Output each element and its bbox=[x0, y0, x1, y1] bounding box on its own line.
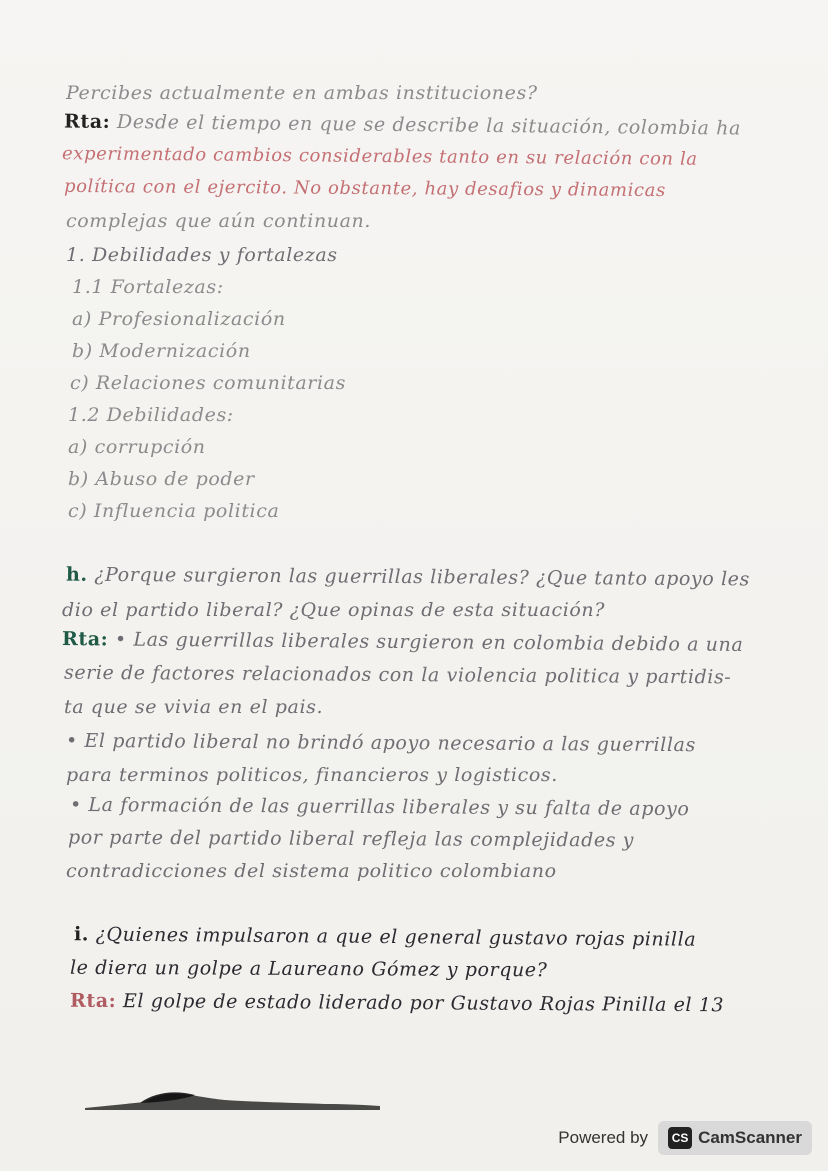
line-text: ta que se vivia en el pais. bbox=[64, 696, 324, 718]
note-line bbox=[67, 826, 635, 852]
list-item bbox=[72, 310, 286, 329]
list-item bbox=[70, 374, 346, 393]
note-line bbox=[63, 661, 732, 689]
section-number: 1.1 bbox=[72, 276, 105, 298]
section-number: 1.2 bbox=[68, 404, 101, 426]
list-item bbox=[68, 502, 279, 521]
subsection-heading bbox=[72, 278, 224, 297]
line-text: complejas que aún continuan. bbox=[66, 210, 372, 232]
list-item bbox=[68, 470, 255, 489]
line-text: Desde el tiempo en que se describe la situación, colombia ha bbox=[116, 111, 742, 140]
item-letter: c) bbox=[68, 500, 88, 522]
powered-by-text: Powered by bbox=[558, 1128, 649, 1147]
line-text: Abuso de poder bbox=[95, 468, 255, 490]
camscanner-logo-icon bbox=[668, 1127, 692, 1149]
line-text: Relaciones comunitarias bbox=[95, 372, 346, 394]
question-heading bbox=[74, 925, 696, 949]
line-text: Fortalezas: bbox=[110, 276, 224, 298]
line-text: dio el partido liberal? ¿Que opinas de esta situación? bbox=[62, 599, 606, 621]
note-line bbox=[66, 862, 557, 881]
line-text: experimentado cambios considerables tanto en su relación con la bbox=[61, 143, 698, 170]
note-line bbox=[69, 956, 548, 982]
logo-letters: CS bbox=[671, 1131, 689, 1145]
question-heading bbox=[65, 563, 750, 591]
line-text: le diera un golpe a Laureano Gómez y porque? bbox=[69, 956, 548, 982]
item-letter: b) bbox=[72, 340, 93, 362]
note-line bbox=[62, 601, 605, 620]
item-letter: c) bbox=[70, 372, 90, 394]
note-line bbox=[64, 698, 323, 717]
section-number: 1. bbox=[66, 244, 86, 266]
note-line bbox=[66, 84, 538, 103]
section-heading bbox=[66, 246, 338, 265]
line-text: serie de factores relacionados con la violencia politica y partidis- bbox=[63, 661, 732, 689]
bullet-item bbox=[69, 793, 690, 821]
line-text: Modernización bbox=[99, 340, 251, 362]
line-text: • Las guerrillas liberales surgieron en colombia debido a una bbox=[114, 628, 744, 656]
brand-name: CamScanner bbox=[698, 1128, 802, 1147]
line-text: • El partido liberal no brindó apoyo necesario a las guerrillas bbox=[65, 729, 696, 757]
line-text: Percibes actualmente en ambas instituciones? bbox=[66, 82, 538, 104]
list-item bbox=[68, 438, 206, 457]
line-text: contradicciones del sistema politico colombiano bbox=[66, 860, 557, 882]
answer-marker: Rta: bbox=[63, 110, 111, 133]
line-text: ¿Porque surgieron las guerrillas liberales? ¿Que tanto apoyo les bbox=[94, 563, 750, 591]
item-letter: b) bbox=[68, 468, 89, 490]
scanner-watermark bbox=[558, 1121, 812, 1155]
list-item bbox=[72, 342, 251, 361]
item-letter: a) bbox=[72, 308, 92, 330]
line-text: para terminos politicos, financieros y logisticos. bbox=[66, 764, 558, 786]
answer-marker: Rta: bbox=[69, 989, 117, 1013]
line-text: ¿Quienes impulsaron a que el general gustavo rojas pinilla bbox=[95, 923, 697, 951]
item-letter: a) bbox=[68, 436, 88, 458]
answer-marker: Rta: bbox=[61, 628, 109, 651]
line-text: Profesionalización bbox=[98, 308, 286, 330]
camscanner-badge bbox=[658, 1121, 812, 1155]
note-line bbox=[69, 989, 725, 1017]
note-line bbox=[63, 175, 666, 202]
line-text: Debilidades y fortalezas bbox=[91, 244, 338, 266]
question-letter: i. bbox=[73, 923, 90, 946]
note-line bbox=[66, 212, 371, 231]
subsection-heading bbox=[68, 406, 234, 425]
scan-edge-shadow bbox=[85, 1090, 380, 1110]
bullet-item bbox=[65, 729, 696, 757]
question-letter: h. bbox=[65, 563, 88, 586]
line-text: Influencia politica bbox=[93, 500, 280, 522]
note-line bbox=[66, 766, 558, 785]
line-text: El golpe de estado liderado por Gustavo Rojas Pinilla el 13 bbox=[122, 990, 725, 1017]
line-text: política con el ejercito. No obstante, hay desafios y dinamicas bbox=[63, 175, 666, 202]
line-text: Debilidades: bbox=[106, 404, 234, 426]
line-text: • La formación de las guerrillas liberales y su falta de apoyo bbox=[69, 793, 690, 821]
line-text: por parte del partido liberal refleja las complejidades y bbox=[67, 826, 635, 852]
line-text: corrupción bbox=[94, 436, 206, 458]
